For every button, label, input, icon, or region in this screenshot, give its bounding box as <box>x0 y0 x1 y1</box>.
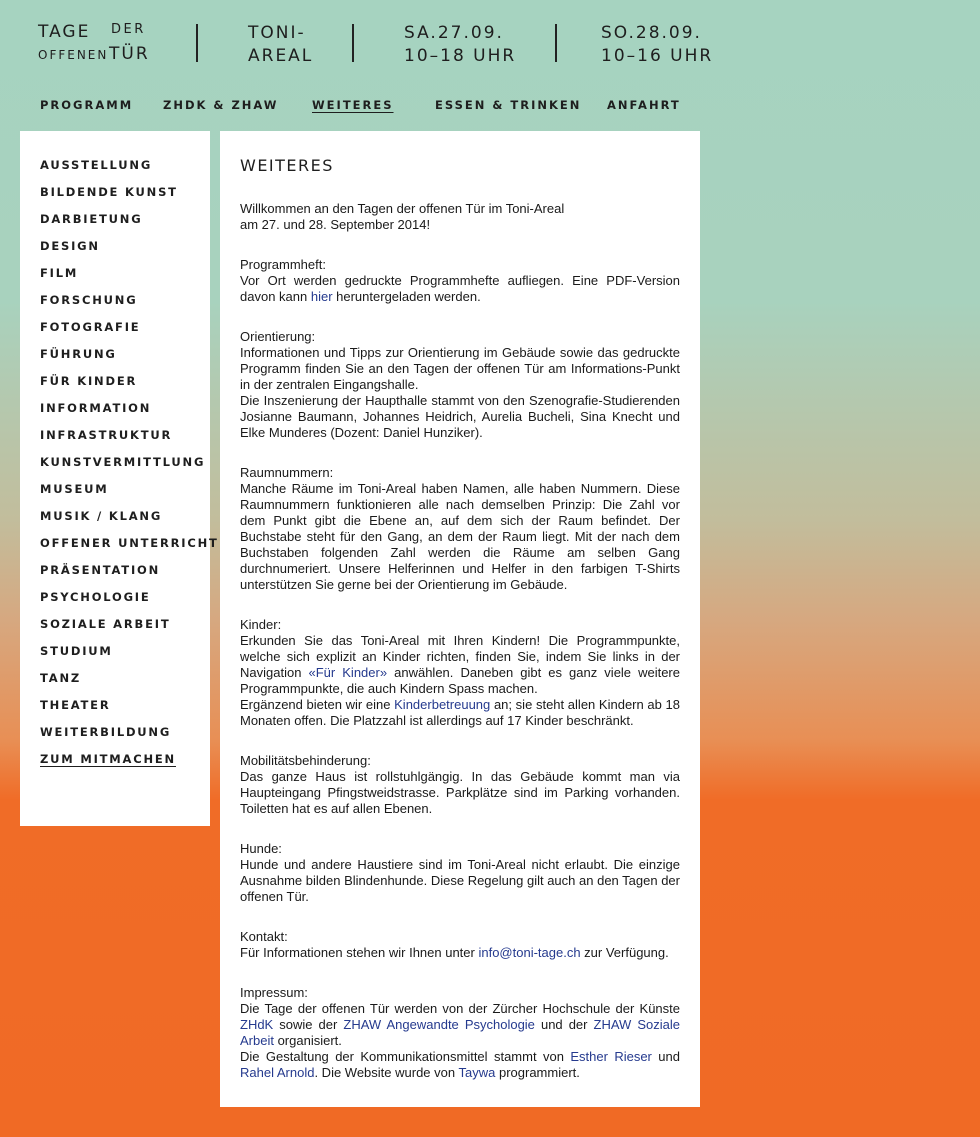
sidebar-item-label: FÜR KINDER <box>40 374 138 388</box>
topnav-essen-trinken[interactable]: ESSEN & TRINKEN <box>435 98 582 112</box>
welcome-section <box>240 201 680 233</box>
day1-date: SA.27.09. <box>404 23 504 43</box>
section-text <box>240 633 680 697</box>
sidebar-item-label: FÜHRUNG <box>40 347 117 361</box>
text-span: sowie der <box>273 1017 344 1032</box>
category-list <box>40 158 219 779</box>
text-span: . Die Website wurde von <box>314 1065 459 1080</box>
sidebar-item-musik-klang[interactable] <box>40 509 219 536</box>
section-heading: Kinder: <box>240 617 282 632</box>
sidebar-item-fotografie[interactable] <box>40 320 219 347</box>
section-text: Das ganze Haus ist rollstuhlgängig. In das Gebäude kommt man via Haupteingang Pfingstweidstrasse. Parkplätze sind im Parking vorhanden. Toiletten hat es auf allen Ebenen. <box>240 769 680 816</box>
header-day2 <box>601 22 713 68</box>
fuer-kinder-link[interactable]: «Für Kinder» <box>308 665 388 680</box>
sidebar-item-zum-mitmachen[interactable] <box>40 752 219 779</box>
welcome-line1: Willkommen an den Tagen der offenen Tür im Toni-Areal <box>240 201 565 216</box>
section-text <box>240 945 680 961</box>
sidebar-item-label: MUSEUM <box>40 482 109 496</box>
sidebar-item-label: AUSSTELLUNG <box>40 158 153 172</box>
section-heading: Hunde: <box>240 841 282 856</box>
text-span: heruntergeladen werden. <box>332 289 481 304</box>
sidebar-item-tanz[interactable] <box>40 671 219 698</box>
header-divider <box>196 24 198 62</box>
impressum-section <box>240 985 680 1081</box>
sidebar-item-label: THEATER <box>40 698 111 712</box>
header-divider <box>555 24 557 62</box>
zhaw-soziale-arbeit-link[interactable]: ZHAW Soziale Arbeit <box>240 1017 680 1048</box>
sidebar-item-label: PRÄSENTATION <box>40 563 161 577</box>
sidebar-item-forschung[interactable] <box>40 293 219 320</box>
section-text: Manche Räume im Toni-Areal haben Namen, alle haben Nummern. Diese Raumnummern funktionieren alle nach demselben Prinzip: Die Zahl vor dem Punkt gibt die Ebene an, auf dem sich der Raum befindet. Der Buchstabe steht für den Gang, an dem der Raum liegt. Mit der nach dem Buchstaben folgenden Zahl werden die Räume am selben Gang durchnumeriert. Unsere Helferinnen und Helfer in den farbigen T-Shirts unterstützen Sie gerne bei der Orientierung im Gebäude. <box>240 481 680 592</box>
section-heading: Kontakt: <box>240 929 288 944</box>
text-span: organisiert. <box>273 1033 342 1048</box>
top-navigation <box>0 98 700 118</box>
logo-word-tuer: TÜR <box>109 44 150 64</box>
hunde-section <box>240 841 680 905</box>
sidebar-item-label: FILM <box>40 266 79 280</box>
topnav-zhdk-zhaw[interactable]: ZHDK & ZHAW <box>163 98 279 112</box>
mobilitaet-section <box>240 753 680 817</box>
sidebar-item-fuehrung[interactable] <box>40 347 219 374</box>
sidebar-item-design[interactable] <box>40 239 219 266</box>
sidebar-item-label: MUSIK / KLANG <box>40 509 163 523</box>
sidebar-item-label: KUNSTVERMITTLUNG <box>40 455 206 469</box>
zhdk-link[interactable]: ZHdK <box>240 1017 274 1032</box>
page-title: WEITERES <box>240 156 334 175</box>
pdf-download-link[interactable]: hier <box>310 289 333 304</box>
sidebar-item-label: OFFENER UNTERRICHT <box>40 536 219 550</box>
section-text <box>240 1049 680 1081</box>
sidebar-item-praesentation[interactable] <box>40 563 219 590</box>
sidebar-item-soziale-arbeit[interactable] <box>40 617 219 644</box>
sidebar-item-label: PSYCHOLOGIE <box>40 590 151 604</box>
kontakt-section <box>240 929 680 961</box>
sidebar-item-fuer-kinder[interactable] <box>40 374 219 401</box>
section-heading: Programmheft: <box>240 257 326 272</box>
sidebar-item-label: BILDENDE KUNST <box>40 185 178 199</box>
sidebar-item-label: STUDIUM <box>40 644 113 658</box>
text-span: anwählen. Daneben gibt es ganz viele weitere Programmpunkte, die auch Kindern Spass machen. <box>240 665 680 696</box>
sidebar-item-museum[interactable] <box>40 482 219 509</box>
topnav-anfahrt[interactable]: ANFAHRT <box>607 98 681 112</box>
programmheft-section <box>240 257 680 305</box>
site-header <box>0 0 980 90</box>
day2-date: SO.28.09. <box>601 23 702 43</box>
sidebar-item-label: FOTOGRAFIE <box>40 320 141 334</box>
text-span: Ergänzend bieten wir eine <box>240 697 395 712</box>
welcome-line2: am 27. und 28. September 2014! <box>240 217 431 232</box>
sidebar-item-theater[interactable] <box>40 698 219 725</box>
section-text: Hunde und andere Haustiere sind im Toni-Areal nicht erlaubt. Die einzige Ausnahme bilden Blindenhunde. Diese Regelung gilt auch an den Tagen der offenen Tür. <box>240 857 680 904</box>
section-text <box>240 697 680 729</box>
text-span: Die Tage der offenen Tür werden von der Zürcher Hochschule der Künste <box>240 1001 680 1016</box>
logo-word-tage: TAGE <box>38 22 91 42</box>
sidebar-item-kunstvermittlung[interactable] <box>40 455 219 482</box>
text-span: Die Gestaltung der Kommunikationsmittel stammt von <box>240 1049 571 1064</box>
kinderbetreuung-link[interactable]: Kinderbetreuung <box>394 697 491 712</box>
section-text: Die Inszenierung der Haupthalle stammt von den Szenografie-Studierenden Josianne Baumann, Johannes Heidrich, Aurelia Bucheli, Sina Knecht und Elke Munderes (Dozent: Daniel Hunziker). <box>240 393 680 440</box>
sidebar-item-ausstellung[interactable] <box>40 158 219 185</box>
logo-word-offenen: OFFENEN <box>38 48 109 62</box>
sidebar-item-offener-unterricht[interactable] <box>40 536 219 563</box>
content-body <box>240 156 680 1105</box>
text-span: Für Informationen stehen wir Ihnen unter <box>240 945 479 960</box>
sidebar-item-weiterbildung[interactable] <box>40 725 219 752</box>
sidebar-item-label: ZUM MITMACHEN <box>40 752 176 766</box>
sidebar-item-bildende-kunst[interactable] <box>40 185 219 212</box>
section-heading: Mobilitätsbehinderung: <box>240 753 371 768</box>
category-sidebar <box>20 131 219 826</box>
sidebar-item-infrastruktur[interactable] <box>40 428 219 455</box>
logo-word-der: DER <box>111 22 146 37</box>
section-text <box>240 273 680 305</box>
header-day1 <box>404 22 516 68</box>
content-panel <box>220 131 700 1107</box>
sidebar-item-label: SOZIALE ARBEIT <box>40 617 171 631</box>
sidebar-item-psychologie[interactable] <box>40 590 219 617</box>
orientierung-section <box>240 329 680 441</box>
rahel-arnold-link[interactable]: Rahel Arnold <box>240 1065 315 1080</box>
day1-time: 10–18 UHR <box>404 46 517 66</box>
location-line1: TONI- <box>248 23 306 43</box>
taywa-link[interactable]: Taywa <box>458 1065 496 1080</box>
sidebar-item-studium[interactable] <box>40 644 219 671</box>
sidebar-item-darbietung[interactable] <box>40 212 219 239</box>
sidebar-item-label: TANZ <box>40 671 82 685</box>
esther-rieser-link[interactable]: Esther Rieser <box>570 1049 652 1064</box>
text-span: Erkunden Sie das Toni-Areal mit Ihren Kindern! Die Programmpunkte, welche sich explizit an Kinder richten, finden Sie, indem Sie links in der Navigation <box>240 633 680 680</box>
sidebar-item-label: INFRASTRUKTUR <box>40 428 173 442</box>
text-span: programmiert. <box>495 1065 580 1080</box>
sidebar-item-label: DESIGN <box>40 239 100 253</box>
section-text <box>240 1001 680 1049</box>
raumnummern-section <box>240 465 680 593</box>
text-span: zur Verfügung. <box>580 945 669 960</box>
topnav-programm[interactable]: PROGRAMM <box>40 98 134 112</box>
day2-time: 10–16 UHR <box>601 46 714 66</box>
topnav-weiteres[interactable]: WEITERES <box>312 98 394 112</box>
sidebar-item-label: FORSCHUNG <box>40 293 138 307</box>
sidebar-item-film[interactable] <box>40 266 219 293</box>
site-logo[interactable] <box>38 22 148 66</box>
text-span: und <box>651 1049 680 1064</box>
header-location <box>248 22 313 68</box>
text-span: und der <box>534 1017 594 1032</box>
section-heading: Raumnummern: <box>240 465 334 480</box>
text-span: Vor Ort werden gedruckte Programmhefte aufliegen. Eine PDF-Version davon kann <box>240 273 680 304</box>
sidebar-item-label: DARBIETUNG <box>40 212 143 226</box>
section-heading: Impressum: <box>240 985 308 1000</box>
section-text: Informationen und Tipps zur Orientierung im Gebäude sowie das gedruckte Programm finden Sie an den Tagen der offenen Tür am Informations-Punkt in der zentralen Eingangshalle. <box>240 345 680 392</box>
sidebar-item-label: INFORMATION <box>40 401 152 415</box>
sidebar-item-information[interactable] <box>40 401 219 428</box>
location-line2: AREAL <box>248 46 314 66</box>
kinder-section <box>240 617 680 729</box>
zhaw-psychologie-link[interactable]: ZHAW Angewandte Psychologie <box>343 1017 535 1032</box>
sidebar-item-label: WEITERBILDUNG <box>40 725 172 739</box>
section-heading: Orientierung: <box>240 329 316 344</box>
header-divider <box>352 24 354 62</box>
text-span: an; sie steht allen Kindern ab 18 Monaten offen. Die Platzzahl ist allerdings auf 17 Kinder beschränkt. <box>240 697 680 728</box>
email-link[interactable]: info@toni-tage.ch <box>478 945 581 960</box>
